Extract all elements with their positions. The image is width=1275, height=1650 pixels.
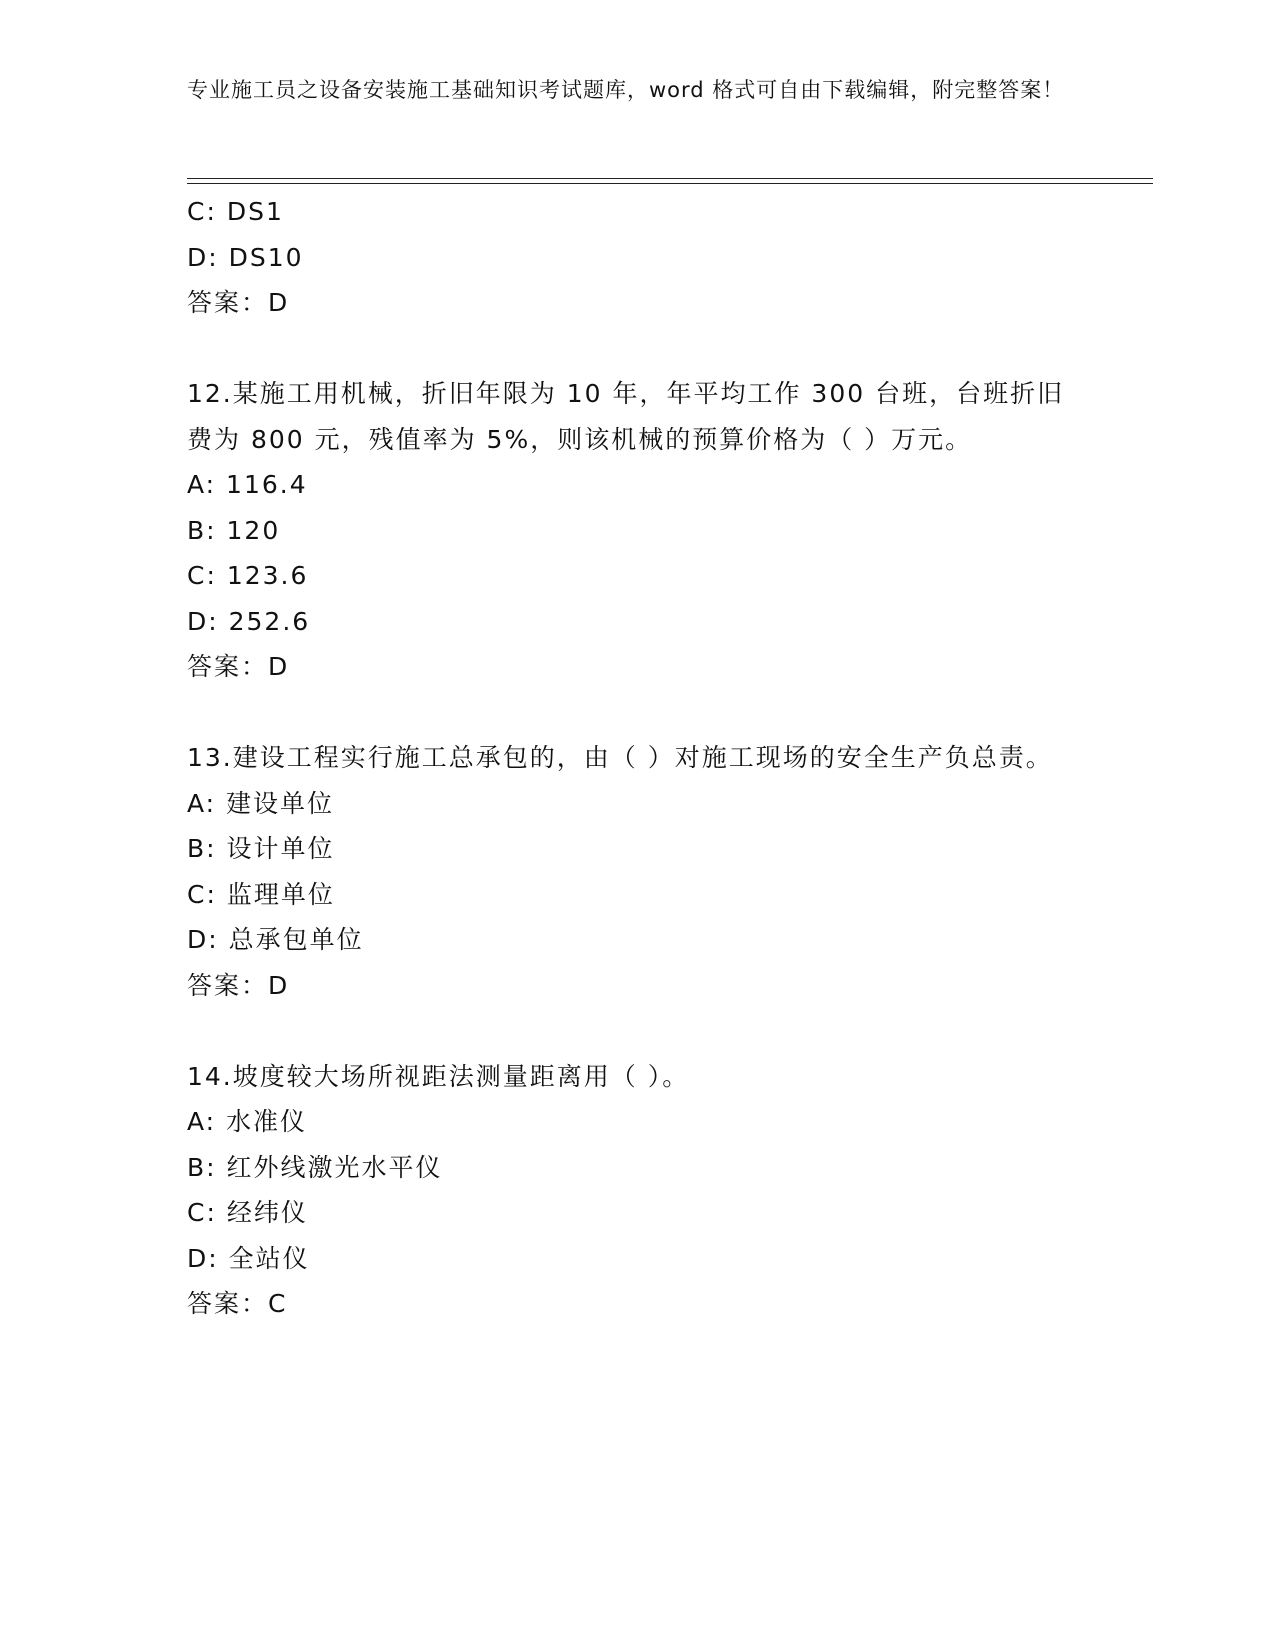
spacer bbox=[187, 690, 1067, 736]
option-c: C: 经纬仪 bbox=[187, 1198, 308, 1227]
answer-line: 答案：D bbox=[187, 970, 290, 1000]
header-title: 专业施工员之设备安装施工基础知识考试题库，word 格式可自由下载编辑，附完整答案！ bbox=[187, 78, 1065, 102]
option-b: B: 红外线激光水平仪 bbox=[187, 1152, 443, 1182]
question-block-12 bbox=[187, 371, 1067, 690]
question-block-partial bbox=[187, 189, 1067, 326]
spacer bbox=[187, 326, 1067, 372]
question-block-13 bbox=[187, 735, 1067, 1008]
question-block-14 bbox=[187, 1054, 1067, 1327]
option-c: C: 监理单位 bbox=[187, 879, 335, 909]
option-a: A: 建设单位 bbox=[187, 788, 335, 818]
option-d: D: 252.6 bbox=[187, 606, 311, 636]
question-stem: 12.某施工用机械，折旧年限为 10 年，年平均工作 300 台班，台班折旧费为 800 元，残值率为 5%，则该机械的预算价格为（ ）万元。 bbox=[187, 379, 1065, 454]
question-list bbox=[187, 189, 1067, 1327]
question-stem: 14.坡度较大场所视距法测量距离用（ ）。 bbox=[187, 1061, 690, 1091]
answer-line: 答案：D bbox=[187, 652, 290, 681]
option-c: C: DS1 bbox=[187, 197, 284, 226]
header-divider-top bbox=[187, 178, 1153, 179]
option-c: C: 123.6 bbox=[187, 561, 309, 590]
answer-line: 答案：C bbox=[187, 1289, 288, 1318]
question-stem: 13.建设工程实行施工总承包的，由（ ）对施工现场的安全生产负总责。 bbox=[187, 743, 1053, 772]
document-header bbox=[187, 74, 1067, 107]
option-d: D: DS10 bbox=[187, 242, 304, 272]
answer-line: 答案：D bbox=[187, 288, 290, 317]
option-b: B: 设计单位 bbox=[187, 834, 335, 863]
header-divider-bottom bbox=[187, 183, 1153, 184]
spacer bbox=[187, 1008, 1067, 1054]
option-a: A: 水准仪 bbox=[187, 1107, 308, 1136]
option-d: D: 全站仪 bbox=[187, 1243, 310, 1273]
option-a: A: 116.4 bbox=[187, 470, 308, 499]
option-b: B: 120 bbox=[187, 515, 281, 545]
option-d: D: 总承包单位 bbox=[187, 925, 364, 954]
